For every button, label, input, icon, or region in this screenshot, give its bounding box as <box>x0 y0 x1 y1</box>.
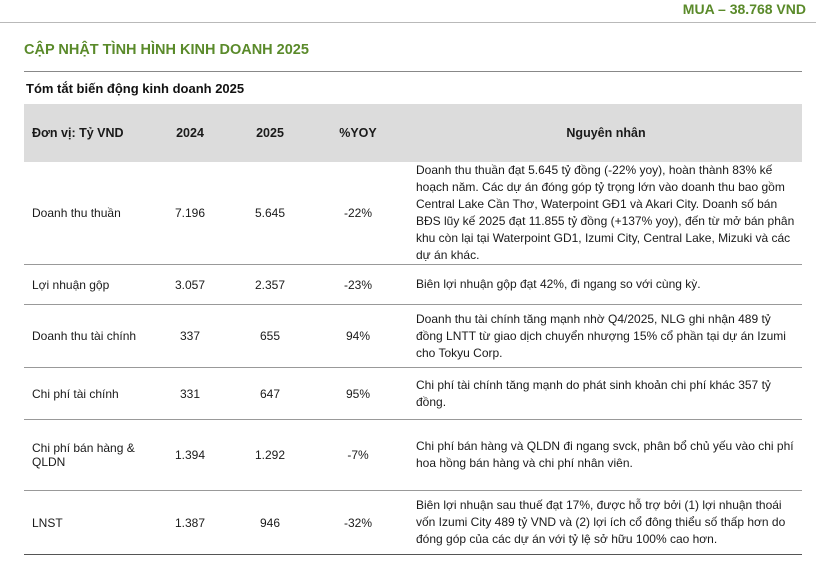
column-header-2024: 2024 <box>150 104 230 162</box>
value-yoy: 95% <box>310 368 406 420</box>
value-2024: 1.387 <box>150 491 230 555</box>
value-2025: 655 <box>230 305 310 368</box>
value-2024: 331 <box>150 368 230 420</box>
top-bar <box>0 0 816 23</box>
column-header-2025: 2025 <box>230 104 310 162</box>
row-item: Doanh thu thuần <box>24 162 150 265</box>
value-yoy: -22% <box>310 162 406 265</box>
value-2024: 7.196 <box>150 162 230 265</box>
value-yoy: -23% <box>310 265 406 305</box>
value-yoy: -7% <box>310 420 406 491</box>
value-2024: 1.394 <box>150 420 230 491</box>
table-row <box>24 420 802 491</box>
row-item: Chi phí bán hàng & QLDN <box>24 420 150 491</box>
table-row <box>24 265 802 305</box>
table-header-row <box>24 104 802 162</box>
value-2025: 647 <box>230 368 310 420</box>
column-header-reason: Nguyên nhân <box>406 104 802 162</box>
row-item: Chi phí tài chính <box>24 368 150 420</box>
reason-text: Biên lợi nhuận gộp đạt 42%, đi ngang so với cùng kỳ. <box>406 265 802 305</box>
rating-label: MUA – 38.768 VND <box>682 1 806 17</box>
value-2025: 2.357 <box>230 265 310 305</box>
value-2025: 5.645 <box>230 162 310 265</box>
table-row <box>24 305 802 368</box>
reason-text: Chi phí tài chính tăng mạnh do phát sinh khoản chi phí khác 357 tỷ đồng. <box>406 368 802 420</box>
value-2025: 946 <box>230 491 310 555</box>
value-2024: 3.057 <box>150 265 230 305</box>
table-row <box>24 162 802 265</box>
business-summary-table <box>24 104 802 555</box>
column-header-yoy: %YOY <box>310 104 406 162</box>
reason-text: Doanh thu thuần đạt 5.645 tỷ đồng (-22% yoy), hoàn thành 83% kế hoạch năm. Các dự án đóng góp tỷ trọng lớn vào doanh thu bao gồm Central Lake Cần Thơ, Waterpoint GĐ1 và Akari City. Doanh số bán BĐS lũy kế 2025 đạt 11.855 tỷ đồng (+137% yoy), đến từ mở bán phân khu còn lại tại Waterpoint GD1, Izumi City, Central Lake, Mizuki và các dự án khác. <box>406 162 802 265</box>
column-header-unit: Đơn vị: Tỷ VND <box>24 104 150 162</box>
reason-text: Chi phí bán hàng và QLDN đi ngang svck, phân bổ chủ yếu vào chi phí hoa hồng bán hàng và chi phí nhân viên. <box>406 420 802 491</box>
value-2024: 337 <box>150 305 230 368</box>
row-item: LNST <box>24 491 150 555</box>
value-yoy: 94% <box>310 305 406 368</box>
section-divider <box>24 71 802 72</box>
section-title: CẬP NHẬT TÌNH HÌNH KINH DOANH 2025 <box>24 42 309 58</box>
value-yoy: -32% <box>310 491 406 555</box>
row-item: Doanh thu tài chính <box>24 305 150 368</box>
value-2025: 1.292 <box>230 420 310 491</box>
reason-text: Doanh thu tài chính tăng mạnh nhờ Q4/2025, NLG ghi nhận 489 tỷ đồng LNTT từ giao dịch chuyển nhượng 15% cổ phần tại dự án Izumi cho Tokyu Corp. <box>406 305 802 368</box>
table-row <box>24 491 802 555</box>
row-item: Lợi nhuận gộp <box>24 265 150 305</box>
reason-text: Biên lợi nhuận sau thuế đạt 17%, được hỗ trợ bởi (1) lợi nhuận thoái vốn Izumi City 489 tỷ VND và (2) lợi ích cổ đông thiểu số thấp hơn do đóng góp của các dự án với tỷ lệ sở hữu 100% cao hơn. <box>406 491 802 555</box>
table-row <box>24 368 802 420</box>
table-title: Tóm tắt biến động kinh doanh 2025 <box>26 81 245 96</box>
